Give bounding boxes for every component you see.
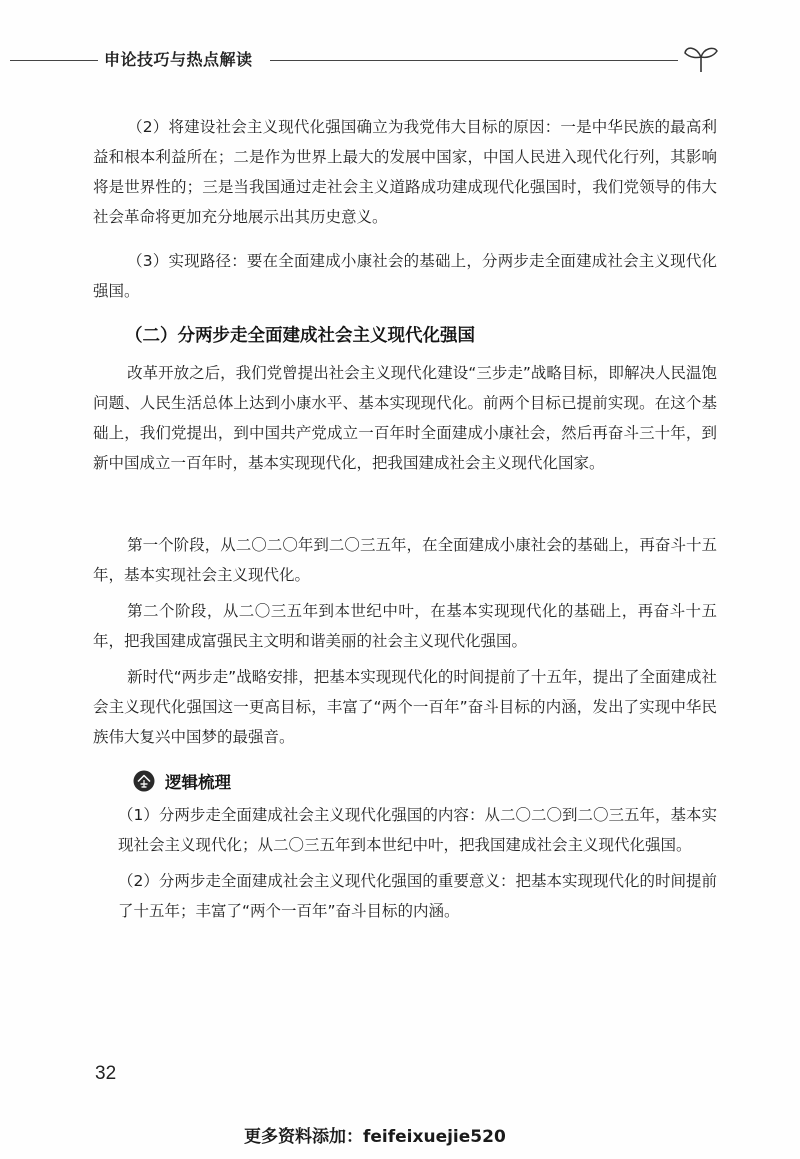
page-number: 32 <box>95 1063 117 1084</box>
sprout-icon <box>682 42 720 74</box>
logic-item-text: （2）分两步走全面建成社会主义现代化强国的重要意义：把基本实现现代化的时间提前了十五年；丰富了“两个一百年”奋斗目标的内涵。 <box>118 872 717 920</box>
paragraph-point-2: （2）将建设社会主义现代化强国确立为我党伟大目标的原因：一是中华民族的最高利益和根本利益所在；二是作为世界上最大的发展中国家，中国人民进入现代化行列，其影响将是世界性的；三是当我国通过走社会主义道路成功建成现代化强国时，我们党领导的伟大社会革命将更加充分地展示出其历史意义。 <box>93 118 717 226</box>
logic-summary-heading <box>133 767 231 795</box>
paragraph-body: 第一个阶段，从二〇二〇年到二〇三五年，在全面建成小康社会的基础上，再奋斗十五年，基本实现社会主义现代化。 <box>93 536 717 584</box>
footer-contact-note: 更多资料添加：feifeixuejie520 <box>244 1127 506 1147</box>
logic-badge-icon <box>133 770 155 792</box>
logic-item-text: （1）分两步走全面建成社会主义现代化强国的内容：从二〇二〇到二〇三五年，基本实现社会主义现代化；从二〇三五年到本世纪中叶，把我国建成社会主义现代化强国。 <box>118 806 717 854</box>
logic-summary-label: 逻辑梳理 <box>165 773 231 792</box>
logic-item <box>118 800 717 860</box>
header-rule-right <box>270 60 678 61</box>
paragraph-body: 新时代“两步走”战略安排，把基本实现现代化的时间提前了十五年，提出了全面建成社会主义现代化强国这一更高目标，丰富了“两个一百年”奋斗目标的内涵，发出了实现中华民族伟大复兴中国梦的最强音。 <box>93 668 717 746</box>
paragraph-point-3: （3）实现路径：要在全面建成小康社会的基础上，分两步走全面建成社会主义现代化强国。 <box>93 252 717 300</box>
running-header-title: 申论技巧与热点解读 <box>104 50 253 69</box>
logic-item <box>118 866 717 926</box>
section-heading: （二）分两步走全面建成社会主义现代化强国 <box>125 326 475 346</box>
paragraph-body: 改革开放之后，我们党曾提出社会主义现代化建设“三步走”战略目标，即解决人民温饱问题、人民生活总体上达到小康水平、基本实现现代化。前两个目标已提前实现。在这个基础上，我们党提出，到中国共产党成立一百年时全面建成小康社会，然后再奋斗三十年，到新中国成立一百年时，基本实现现代化，把我国建成社会主义现代化国家。 <box>93 364 717 472</box>
header-rule-left <box>10 60 98 61</box>
running-header <box>0 44 800 76</box>
paragraph-body: 第二个阶段，从二〇三五年到本世纪中叶，在基本实现现代化的基础上，再奋斗十五年，把我国建成富强民主文明和谐美丽的社会主义现代化强国。 <box>93 602 717 650</box>
